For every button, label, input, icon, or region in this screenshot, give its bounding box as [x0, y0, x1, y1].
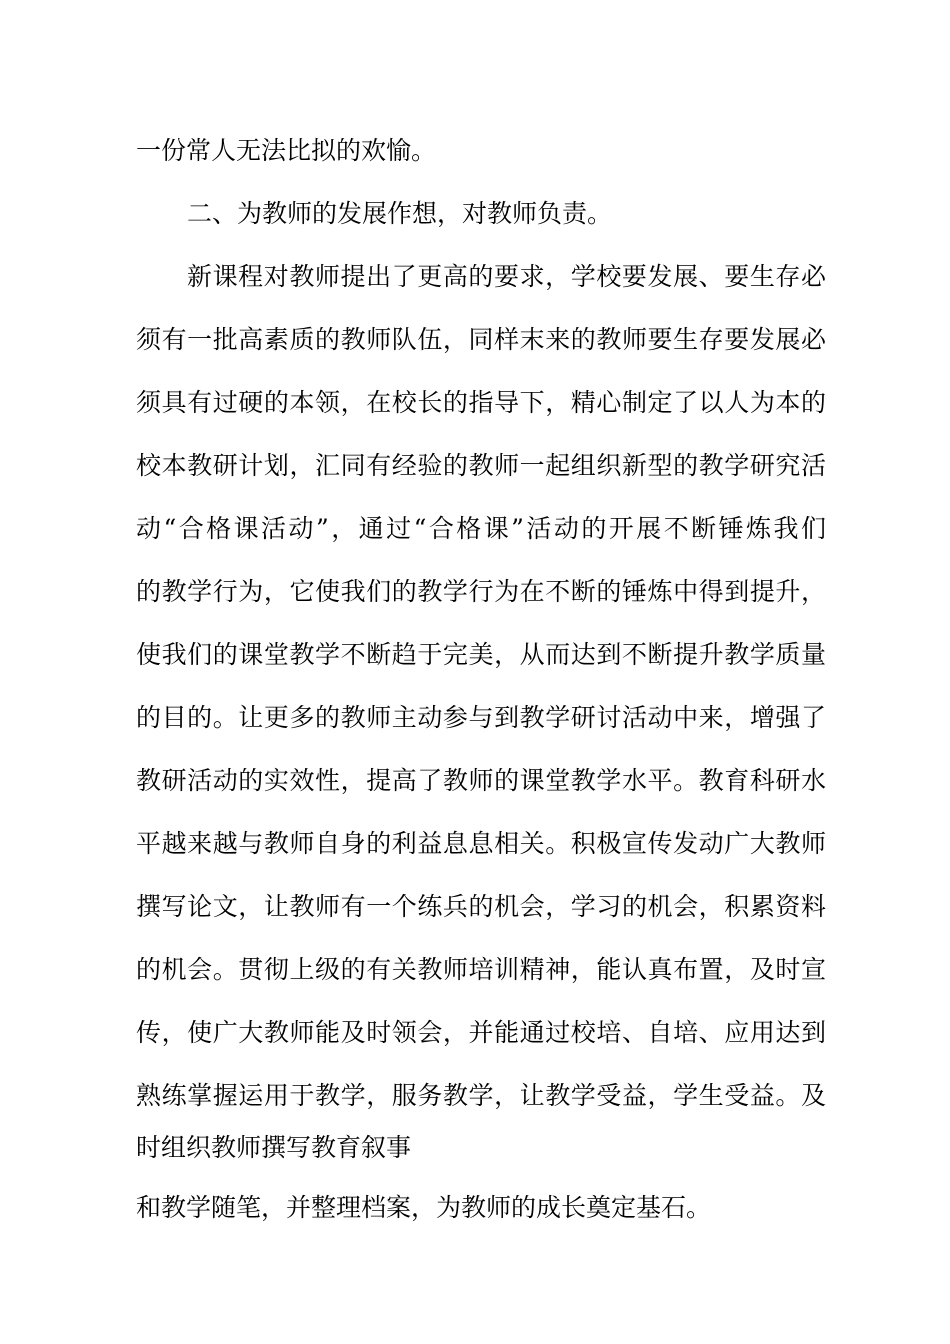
text-line-16: 熟练掌握运用于教学，服务教学，让教学受益，学生受益。及 — [136, 1081, 826, 1110]
text-line-1: 一份常人无法比拟的欢愉。 — [136, 136, 437, 165]
text-line-9: 使我们的课堂教学不断趋于完美，从而达到不断提升教学质量 — [136, 640, 826, 669]
text-line-4: 须有一批高素质的教师队伍，同样末来的教师要生存要发展必 — [136, 325, 826, 354]
text-line-14: 的机会。贯彻上级的有关教师培训精神，能认真布置，及时宣 — [136, 955, 826, 984]
text-line-10: 的目的。让更多的教师主动参与到教学研讨活动中来，增强了 — [136, 703, 826, 732]
text-line-12: 平越来越与教师自身的利益息息相关。积极宣传发动广大教师 — [136, 829, 826, 858]
text-line-7: 动“合格课活动”，通过“合格课”活动的开展不断锤炼我们 — [136, 514, 826, 543]
text-line-18: 和教学随笔，并整理档案，为教师的成长奠定基石。 — [136, 1193, 712, 1222]
section-heading: 二、为教师的发展作想，对教师负责。 — [187, 199, 613, 228]
text-line-17: 时组织教师撰写教育叙事 — [136, 1133, 412, 1162]
text-line-8: 的教学行为，它使我们的教学行为在不断的锤炼中得到提升， — [136, 577, 826, 606]
text-line-11: 教研活动的实效性，提高了教师的课堂教学水平。教育科研水 — [136, 766, 826, 795]
text-line-3: 新课程对教师提出了更高的要求，学校要发展、要生存必 — [187, 262, 826, 291]
text-line-15: 传，使广大教师能及时领会，并能通过校培、自培、应用达到 — [136, 1018, 826, 1047]
text-line-5: 须具有过硬的本领，在校长的指导下，精心制定了以人为本的 — [136, 388, 826, 417]
text-line-13: 撰写论文，让教师有一个练兵的机会，学习的机会，积累资料 — [136, 892, 826, 921]
text-line-6: 校本教研计划，汇同有经验的教师一起组织新型的教学研究活 — [136, 451, 826, 480]
